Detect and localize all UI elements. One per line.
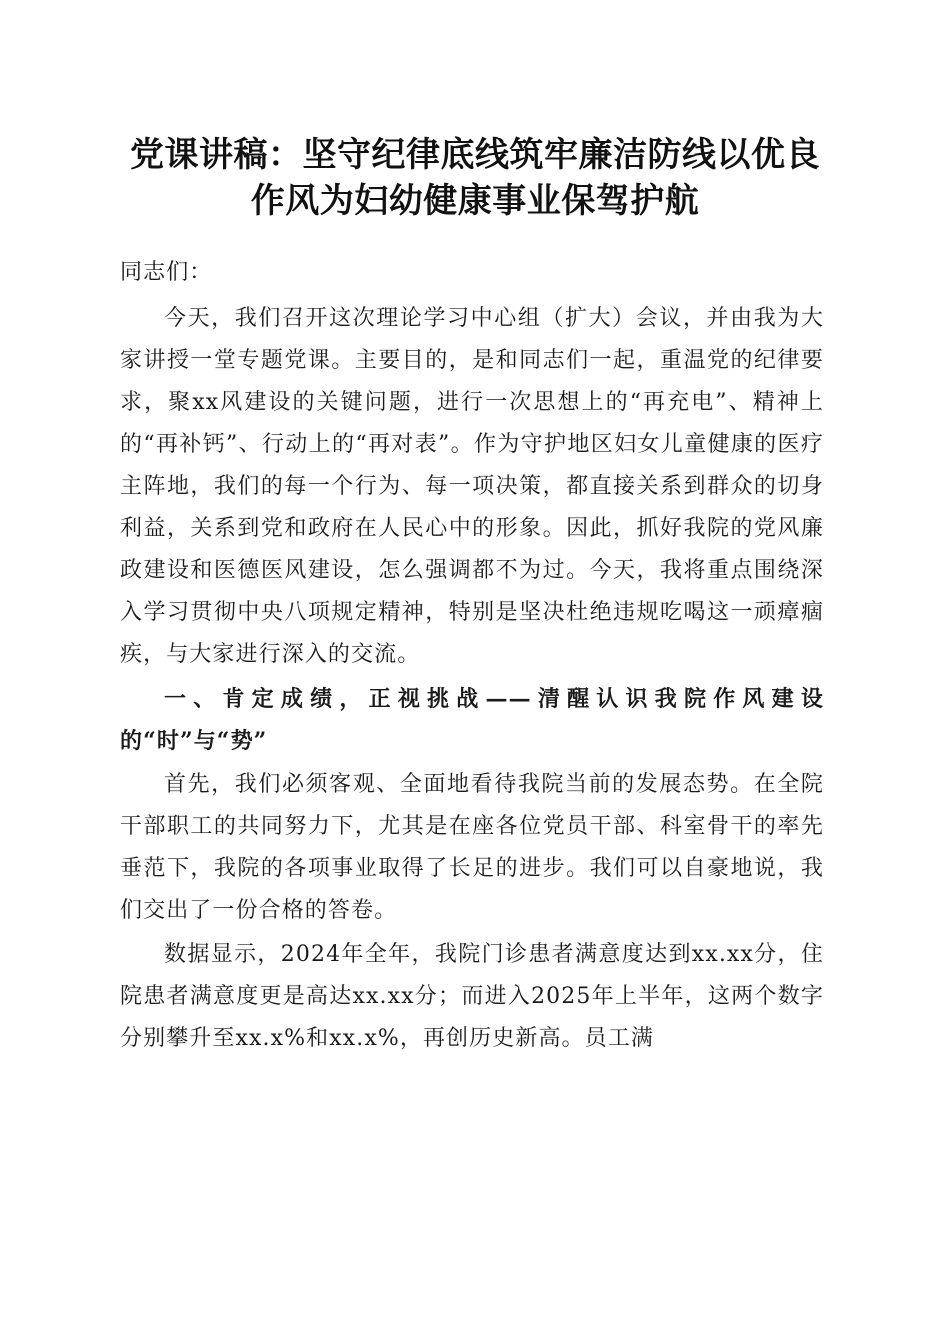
document-body <box>120 252 824 1062</box>
intro-paragraph: 今天，我们召开这次理论学习中心组（扩大）会议，并由我为大家讲授一堂专题党课。主要目的，是和同志们一起，重温党的纪律要求，聚xx风建设的关键问题，进行一次思想上的“再充电”、精神上的“再补钙”、行动上的“再对表”。作为守护地区妇女儿童健康的医疗主阵地，我们的每一个行为、每一项决策，都直接关系到群众的切身利益，关系到党和政府在人民心中的形象。因此，抓好我院的党风廉政建设和医德医风建设，怎么强调都不为过。今天，我将重点围绕深入学习贯彻中央八项规定精神，特别是坚决杜绝违规吃喝这一顽瘴痼疾，与大家进行深入的交流。 <box>120 306 824 667</box>
section1-paragraph-1: 首先，我们必须客观、全面地看待我院当前的发展态势。在全院干部职工的共同努力下，尤其是在座各位党员干部、科室骨干的率先垂范下，我院的各项事业取得了长足的进步。我们可以自豪地说，我们交出了一份合格的答卷。 <box>120 772 824 923</box>
document-title <box>100 132 850 224</box>
section-heading-1: 一、肯定成绩，正视挑战——清醒认识我院作风建设的“时”与“势” <box>120 686 824 754</box>
title-line-2: 作风为妇幼健康事业保驾护航 <box>250 181 700 221</box>
salutation: 同志们： <box>120 260 213 285</box>
title-line-1: 党课讲稿：坚守纪律底线筑牢廉洁防线以优良 <box>130 135 820 175</box>
section1-paragraph-2: 数据显示，2024年全年，我院门诊患者满意度达到xx.xx分，住院患者满意度更是高达xx.xx分；而进入2025年上半年，这两个数字分别攀升至xx.x%和xx.x%，再创历史新高。员工满 <box>120 942 824 1051</box>
